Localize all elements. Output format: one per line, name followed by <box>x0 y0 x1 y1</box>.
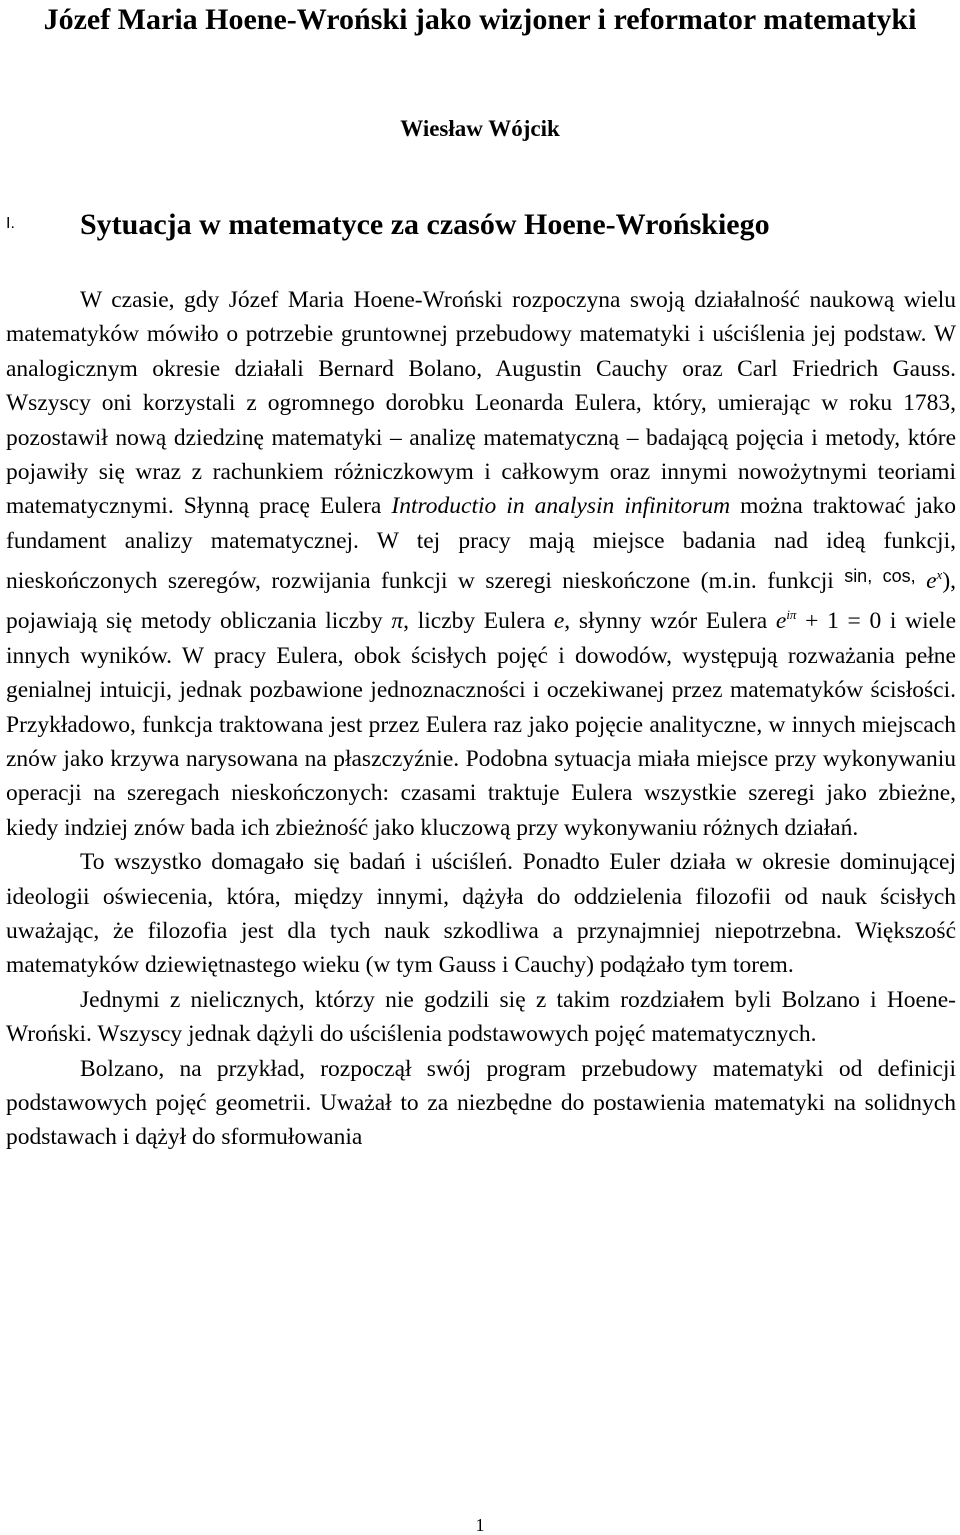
paragraph-1-text-b: można traktować jako fundament analizy matematycznej. W tej pracy mają miejsce badania nad ideą funkcji, nieskończonych szeregów, rozwijania funkcji w szeregi nieskończone (m.in. funkcji <box>6 493 956 595</box>
paragraph-1-text-c: ), pojawiają się metody obliczania liczby <box>6 568 957 635</box>
formula-cos: cos, <box>882 566 916 587</box>
page-number: 1 <box>475 1515 485 1535</box>
book-title: Introductio in analysin infinitorum <box>391 493 731 520</box>
paragraph-2: To wszystko domagało się badań i uściśleń. Ponadto Euler działa w okresie dominującej ideologii oświecenia, która, między innymi, dążyła do oddzielenia filozofii od nauk ścisłych uważając, że filozofia jest dla tych nauk szkodliwa a przynajmniej niepotrzebna. Większość matematyków dziewiętnastego wieku (w tym Gauss i Cauchy) podążało tym torem. <box>6 849 956 979</box>
formula-sin: sin, <box>844 566 873 587</box>
formula-exp-x <box>926 568 942 594</box>
identity-rest: + 1 = 0 <box>796 608 882 635</box>
paragraph-1-text-f: słynny wzór Eulera <box>570 608 776 635</box>
paragraph-1-text-d: , liczby Eulera <box>403 608 554 635</box>
document-title: Józef Maria Hoene-Wroński jako wizjoner i reformator matematyki <box>43 3 917 36</box>
formula-e: e <box>926 568 937 595</box>
paragraph-1 <box>6 283 956 845</box>
symbol-pi: π <box>391 608 404 635</box>
euler-identity <box>776 608 797 634</box>
paragraph-1-text-g: i wiele innych wyników. W pracy Eulera, obok ścisłych pojęć i dowodów, występują rozważania pełne genialnej intuicji, jednak pozbawione jednoznaczności i oczekiwanej przez matematyków ścisłości. Przykładowo, funkcja traktowana jest przez Eulera raz jako pojęcie analityczne, w innych miejscach znów jako krzywa narysowana na płaszczyźnie. Podobna sytuacja miała miejsce przy wykonywaniu operacji na szeregach nieskończonych: czasami traktuje Eulera wszystkie szeregi jako zbieżne, kiedy indziej znów bada ich zbieżność jako kluczową przy wykonywaniu różnych działań. <box>6 608 956 841</box>
symbol-euler-e: e <box>553 608 565 635</box>
paragraph-3: Jednymi z nielicznych, którzy nie godzili się z takim rozdziałem byli Bolzano i Hoene-Wroński. Wszyscy jednak dążyli do uściślenia podstawowych pojęć matematycznych. <box>6 986 956 1048</box>
section-number: I. <box>6 215 15 232</box>
formula-x: x <box>936 567 943 583</box>
section-title: Sytuacja w matematyce za czasów Hoene-Wrońskiego <box>80 208 770 241</box>
body-text <box>6 283 956 1155</box>
comma: , <box>564 608 571 635</box>
identity-e: e <box>775 608 787 635</box>
paragraph-1-text-a: W czasie, gdy Józef Maria Hoene-Wroński rozpoczyna swoją działalność naukową wielu matematyków mówiło o potrzebie gruntownej przebudowy matematyki i uściślenia jej podstaw. W analogicznym okresie działali Bernard Bolano, Augustin Cauchy oraz Carl Friedrich Gauss. Wszyscy oni korzystali z ogromnego dorobku Leonarda Eulera, który, umierając w roku 1783, pozostawił nową dziedzinę matematyki – analizę matematyczną – badającą pojęcia i metody, które pojawiły się wraz z rachunkiem różniczkowym i całkowym oraz innymi nowożytnymi teoriami matematycznymi. Słynną pracę Eulera <box>6 287 956 520</box>
author-name: Wiesław Wójcik <box>400 116 560 141</box>
paragraph-4: Bolzano, na przykład, rozpoczął swój program przebudowy matematyki od definicji podstawowych pojęć geometrii. Uważał to za niezbędne do postawienia matematyki na solidnych podstawach i dążył do sformułowania <box>6 1055 956 1151</box>
identity-exponent: iπ <box>786 607 797 623</box>
